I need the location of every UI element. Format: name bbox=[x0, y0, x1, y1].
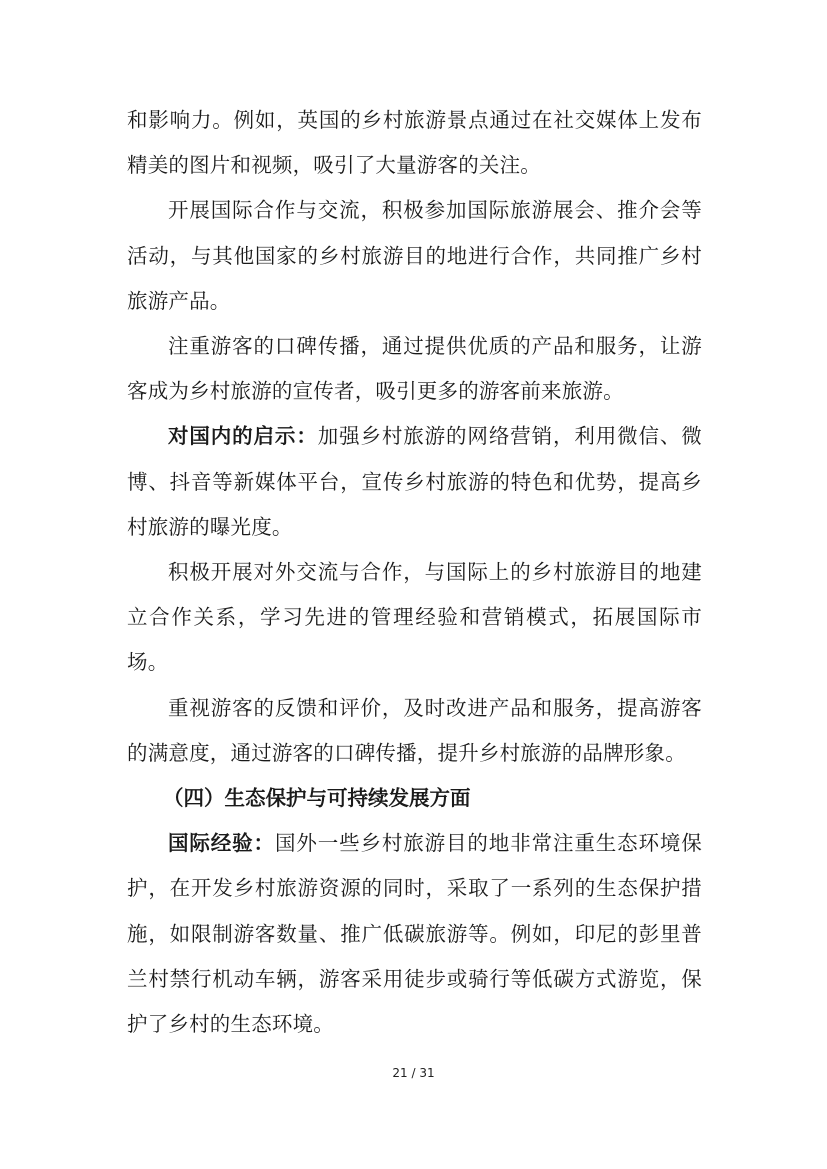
page-number: 21 / 31 bbox=[392, 1066, 435, 1080]
paragraph-3 bbox=[127, 324, 702, 414]
paragraph-7-text: 国外一些乡村旅游目的地非常注重生态环境保护，在开发乡村旅游资源的同时，采取了一系列的生态保护措施，如限制游客数量、推广低碳旅游等。例如，印尼的彭里普兰村禁行机动车辆，游客采用徒步或骑行等低碳方式游览，保护了乡村的生态环境。 bbox=[127, 831, 702, 1037]
paragraph-5 bbox=[127, 550, 702, 686]
paragraph-1 bbox=[127, 98, 702, 188]
paragraph-7 bbox=[127, 821, 702, 1047]
paragraph-4-text: 加强乡村旅游的网络营销，利用微信、微博、抖音等新媒体平台，宣传乡村旅游的特色和优势，提高乡村旅游的曝光度。 bbox=[127, 424, 702, 539]
paragraph-4 bbox=[127, 414, 702, 550]
paragraph-2-text: 开展国际合作与交流，积极参加国际旅游展会、推介会等活动，与其他国家的乡村旅游目的地进行合作，共同推广乡村旅游产品。 bbox=[127, 198, 702, 313]
document-body bbox=[127, 98, 702, 1047]
paragraph-3-text: 注重游客的口碑传播，通过提供优质的产品和服务，让游客成为乡村旅游的宣传者，吸引更多的游客前来旅游。 bbox=[127, 334, 702, 404]
section-heading: （四）生态保护与可持续发展方面 bbox=[163, 786, 471, 811]
paragraph-4-lead: 对国内的启示： bbox=[168, 424, 318, 449]
paragraph-7-lead: 国际经验： bbox=[168, 831, 275, 856]
paragraph-6-text: 重视游客的反馈和评价，及时改进产品和服务，提高游客的满意度，通过游客的口碑传播，提升乡村旅游的品牌形象。 bbox=[127, 695, 702, 765]
paragraph-6 bbox=[127, 686, 702, 776]
paragraph-1-text: 和影响力。例如，英国的乡村旅游景点通过在社交媒体上发布精美的图片和视频，吸引了大量游客的关注。 bbox=[127, 108, 702, 178]
paragraph-5-text: 积极开展对外交流与合作，与国际上的乡村旅游目的地建立合作关系，学习先进的管理经验和营销模式，拓展国际市场。 bbox=[127, 560, 702, 675]
paragraph-2 bbox=[127, 188, 702, 324]
